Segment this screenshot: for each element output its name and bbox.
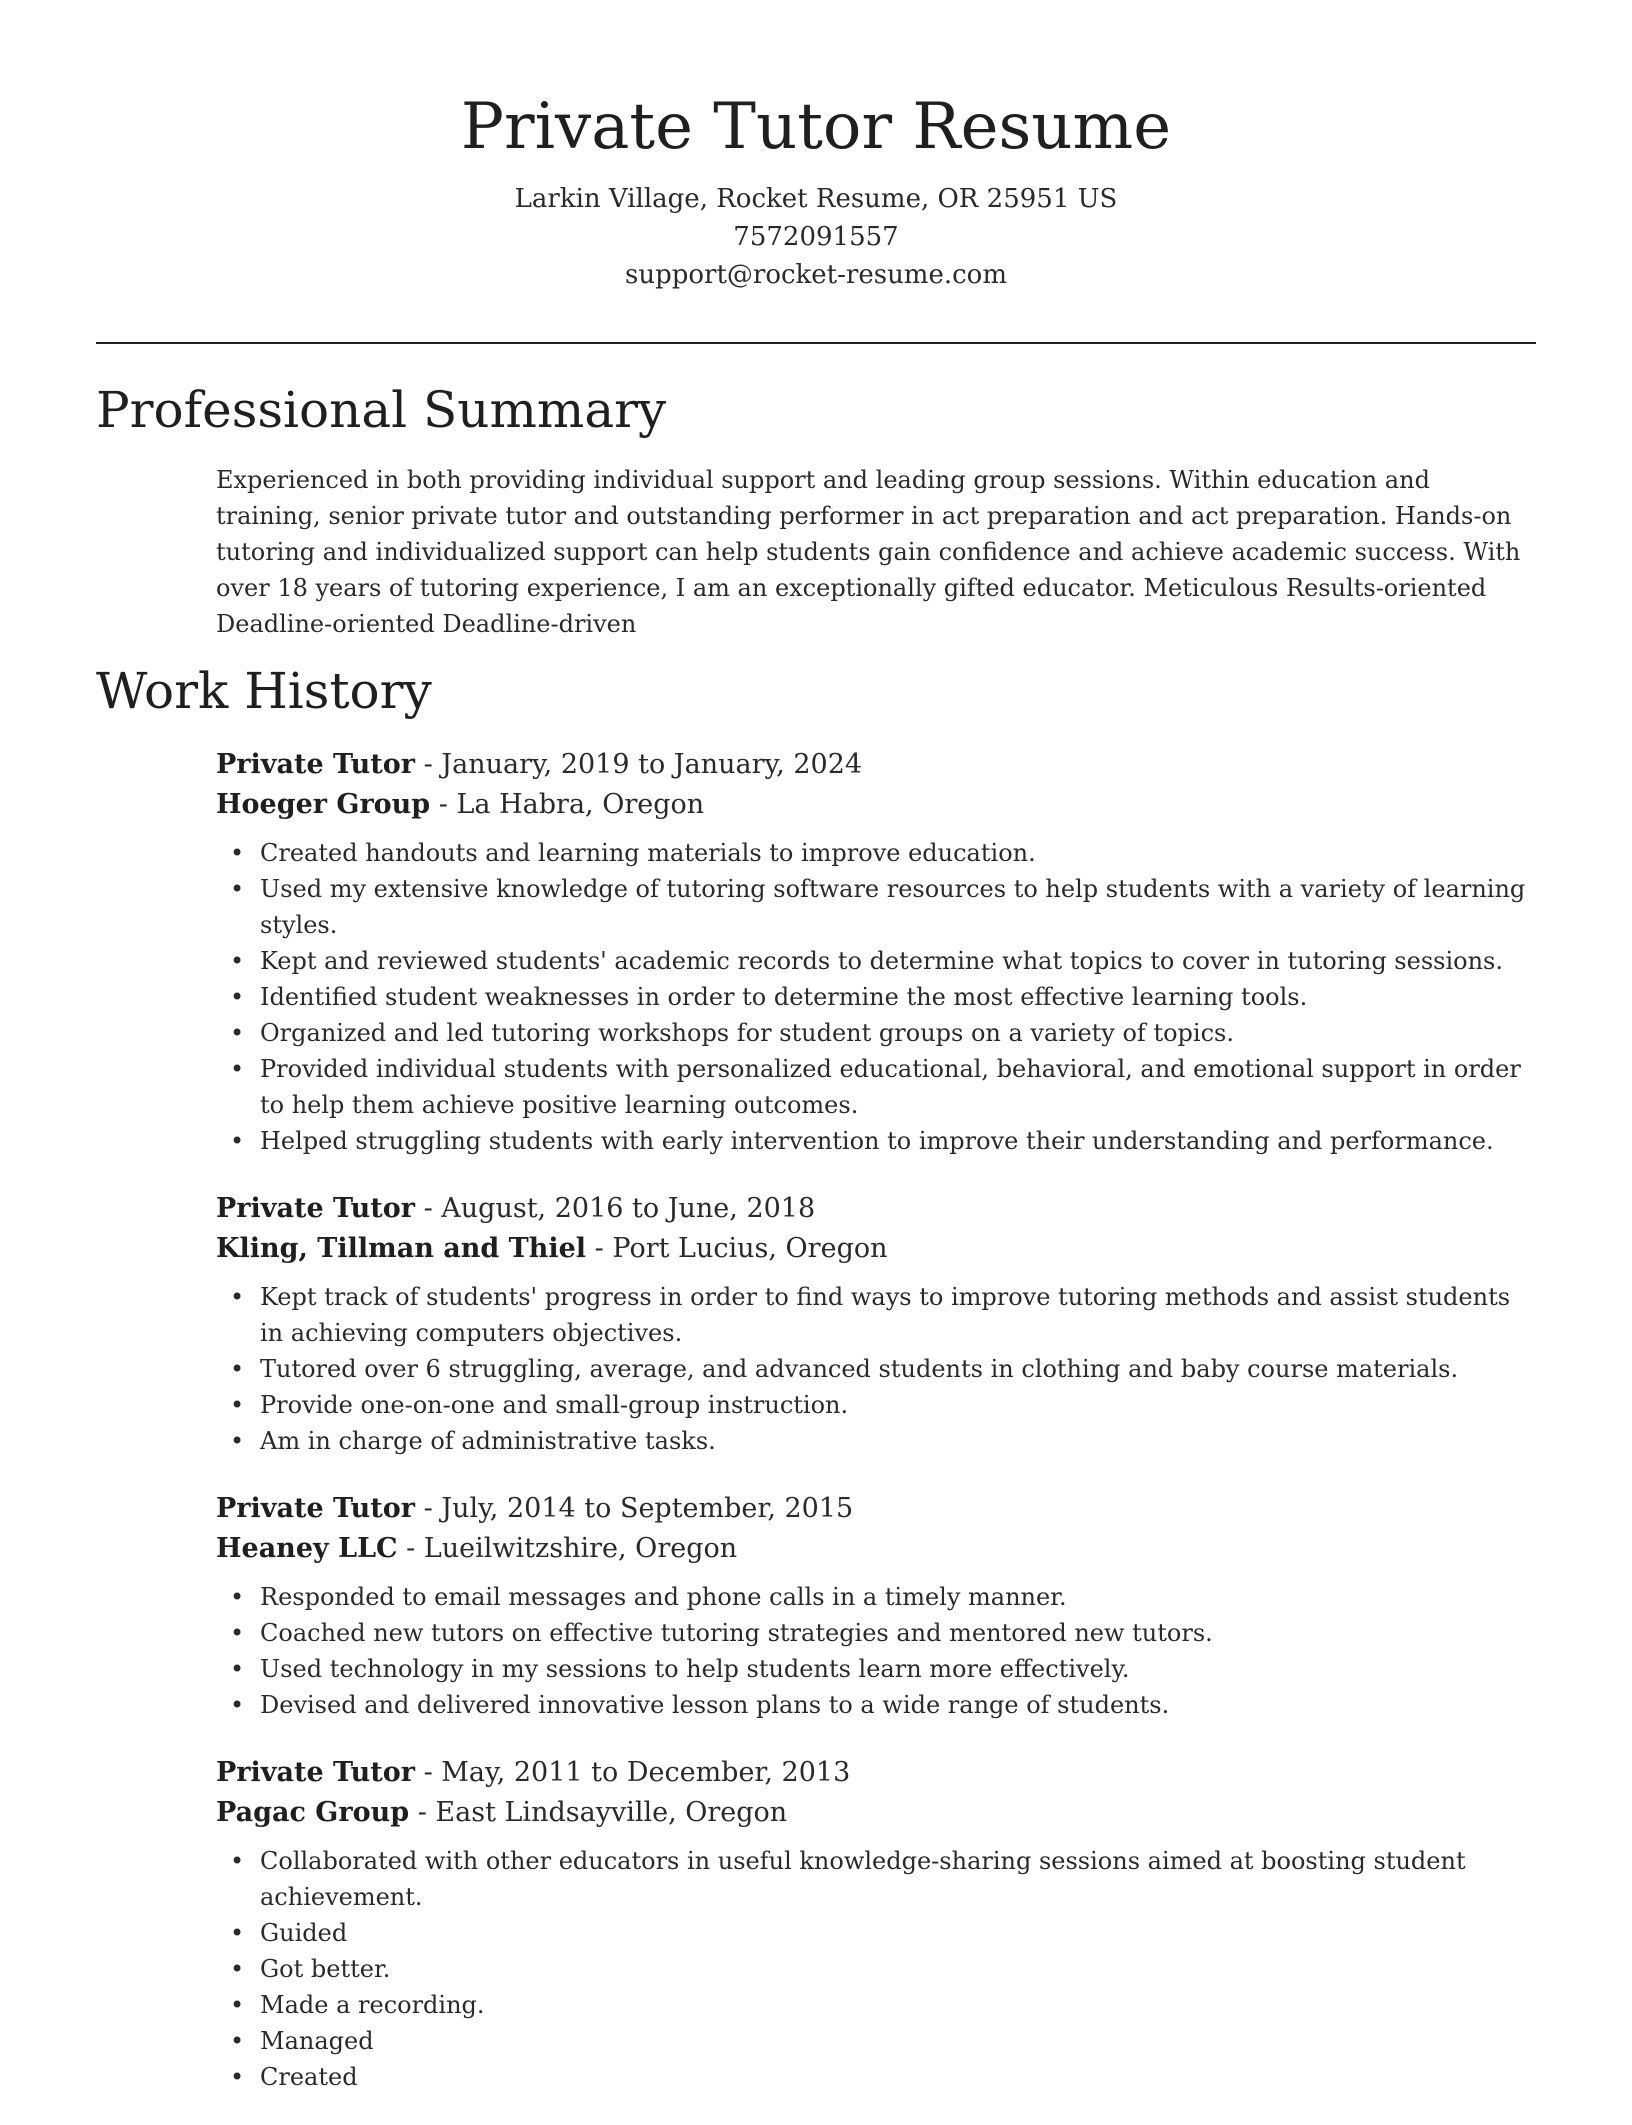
job-company-line [216, 1793, 1532, 1833]
bullet-icon: • [230, 2063, 245, 2091]
job-title-line [216, 1753, 1532, 1793]
separator: - [406, 1533, 416, 1564]
bullet-icon: • [230, 1391, 245, 1419]
bullet-text: Made a recording. [260, 1991, 485, 2019]
bullet-text: Identified student weaknesses in order to determine the most effective learning tools. [260, 983, 1308, 1011]
job-bullet-item [230, 1987, 1532, 2023]
bullet-text: Collaborated with other educators in useful knowledge-sharing sessions aimed at boosting student achievement. [260, 1847, 1466, 1911]
bullet-icon: • [230, 1127, 245, 1155]
job-bullets [216, 1279, 1532, 1459]
bullet-text: Kept and reviewed students' academic records to determine what topics to cover in tutoring sessions. [260, 947, 1503, 975]
contact-phone: 7572091557 [733, 222, 899, 252]
job-bullet-item [230, 1015, 1532, 1051]
bullet-icon: • [230, 983, 245, 1011]
bullet-text: Devised and delivered innovative lesson plans to a wide range of students. [260, 1691, 1170, 1719]
job-company-line [216, 785, 1532, 825]
job-bullet-item [230, 1387, 1532, 1423]
job-bullet-item [230, 1915, 1532, 1951]
job-bullet-item [230, 1615, 1532, 1651]
bullet-icon: • [230, 1583, 245, 1611]
bullet-icon: • [230, 1427, 245, 1455]
separator: - [417, 1797, 427, 1828]
job-bullet-item [230, 2023, 1532, 2059]
work-history-list [216, 745, 1532, 2125]
job-entry [216, 1753, 1532, 2095]
bullet-icon: • [230, 1019, 245, 1047]
bullet-text: Used technology in my sessions to help students learn more effectively. [260, 1655, 1130, 1683]
job-location: La Habra, Oregon [456, 789, 705, 820]
separator: - [594, 1233, 604, 1264]
bullet-text: Created handouts and learning materials to improve education. [260, 839, 1036, 867]
bullet-icon: • [230, 1283, 245, 1311]
bullet-text: Helped struggling students with early intervention to improve their understanding and performance. [260, 1127, 1494, 1155]
header-divider [96, 342, 1536, 344]
bullet-icon: • [230, 1619, 245, 1647]
bullet-text: Provided individual students with personalized educational, behavioral, and emotional support in order to help them achieve positive learning outcomes. [260, 1055, 1521, 1119]
separator: - [423, 749, 433, 780]
separator: - [423, 1193, 433, 1224]
job-bullet-item [230, 1687, 1532, 1723]
job-bullet-item [230, 979, 1532, 1015]
job-dates: August, 2016 to June, 2018 [441, 1193, 816, 1224]
resume-header [0, 0, 1632, 294]
bullet-icon: • [230, 1847, 245, 1875]
job-title: Private Tutor [216, 1493, 415, 1524]
job-bullet-item [230, 871, 1532, 943]
resume-title: Private Tutor Resume [460, 90, 1172, 164]
job-bullets [216, 835, 1532, 1159]
bullet-icon: • [230, 1919, 245, 1947]
job-dates: July, 2014 to September, 2015 [441, 1493, 854, 1524]
job-bullet-item [230, 1843, 1532, 1915]
bullet-icon: • [230, 1055, 245, 1083]
contact-block [0, 180, 1632, 294]
job-bullet-item [230, 1279, 1532, 1351]
job-bullet-item [230, 2059, 1532, 2095]
contact-address: Larkin Village, Rocket Resume, OR 25951 US [514, 184, 1118, 214]
job-bullet-item [230, 1951, 1532, 1987]
job-dates: January, 2019 to January, 2024 [441, 749, 863, 780]
bullet-icon: • [230, 875, 245, 903]
job-bullet-item [230, 1123, 1532, 1159]
job-company-line [216, 1229, 1532, 1269]
job-bullet-item [230, 1579, 1532, 1615]
bullet-icon: • [230, 1655, 245, 1683]
separator: - [423, 1493, 433, 1524]
job-bullet-item [230, 943, 1532, 979]
job-location: Lueilwitzshire, Oregon [423, 1533, 738, 1564]
job-title: Private Tutor [216, 1193, 415, 1224]
bullet-icon: • [230, 2027, 245, 2055]
job-title-line [216, 1189, 1532, 1229]
bullet-icon: • [230, 1991, 245, 2019]
bullet-text: Responded to email messages and phone calls in a timely manner. [260, 1583, 1067, 1611]
contact-email: support@rocket-resume.com [624, 260, 1007, 290]
job-title: Private Tutor [216, 1757, 415, 1788]
bullet-icon: • [230, 1955, 245, 1983]
job-bullets [216, 1579, 1532, 1723]
job-entry [216, 1189, 1532, 1459]
job-dates: May, 2011 to December, 2013 [441, 1757, 851, 1788]
job-location: East Lindsayville, Oregon [435, 1797, 788, 1828]
bullet-text: Provide one-on-one and small-group instruction. [260, 1391, 849, 1419]
job-bullet-item [230, 1651, 1532, 1687]
bullet-icon: • [230, 839, 245, 867]
bullet-text: Managed [260, 2027, 374, 2055]
job-company: Hoeger Group [216, 789, 431, 820]
bullet-icon: • [230, 1691, 245, 1719]
bullet-text: Organized and led tutoring workshops for student groups on a variety of topics. [260, 1019, 1234, 1047]
job-bullet-item [230, 1423, 1532, 1459]
bullet-text: Guided [260, 1919, 348, 1947]
job-company-line [216, 1529, 1532, 1569]
bullet-icon: • [230, 947, 245, 975]
job-bullets [216, 1843, 1532, 2095]
job-bullet-item [230, 1351, 1532, 1387]
work-history-heading: Work History [96, 662, 432, 720]
summary-text: Experienced in both providing individual support and leading group sessions. Within education and training, senior private tutor and outstanding performer in act preparation and act preparation. Hands-on tutoring and individualized support can help students gain confidence and achieve academic success. With over 18 years of tutoring experience, I am an exceptionally gifted educator. Meticulous Results-oriented Deadline-oriented Deadline-driven [216, 466, 1521, 638]
job-title-line [216, 1489, 1532, 1529]
bullet-icon: • [230, 1355, 245, 1383]
job-entry [216, 1489, 1532, 1723]
bullet-text: Tutored over 6 struggling, average, and advanced students in clothing and baby course materials. [260, 1355, 1459, 1383]
bullet-text: Coached new tutors on effective tutoring strategies and mentored new tutors. [260, 1619, 1213, 1647]
job-company: Pagac Group [216, 1797, 410, 1828]
job-bullet-item [230, 835, 1532, 871]
job-company: Kling, Tillman and Thiel [216, 1233, 587, 1264]
separator: - [438, 789, 448, 820]
job-company: Heaney LLC [216, 1533, 398, 1564]
job-location: Port Lucius, Oregon [612, 1233, 888, 1264]
bullet-text: Got better. [260, 1955, 391, 1983]
bullet-text: Kept track of students' progress in order to find ways to improve tutoring methods and assist students in achieving computers objectives. [260, 1283, 1511, 1347]
bullet-text: Used my extensive knowledge of tutoring software resources to help students with a variety of learning styles. [260, 875, 1526, 939]
job-entry [216, 745, 1532, 1159]
job-bullet-item [230, 1051, 1532, 1123]
bullet-text: Created [260, 2063, 358, 2091]
separator: - [423, 1757, 433, 1788]
summary-heading: Professional Summary [96, 381, 667, 439]
bullet-text: Am in charge of administrative tasks. [260, 1427, 716, 1455]
job-title-line [216, 745, 1532, 785]
job-title: Private Tutor [216, 749, 415, 780]
